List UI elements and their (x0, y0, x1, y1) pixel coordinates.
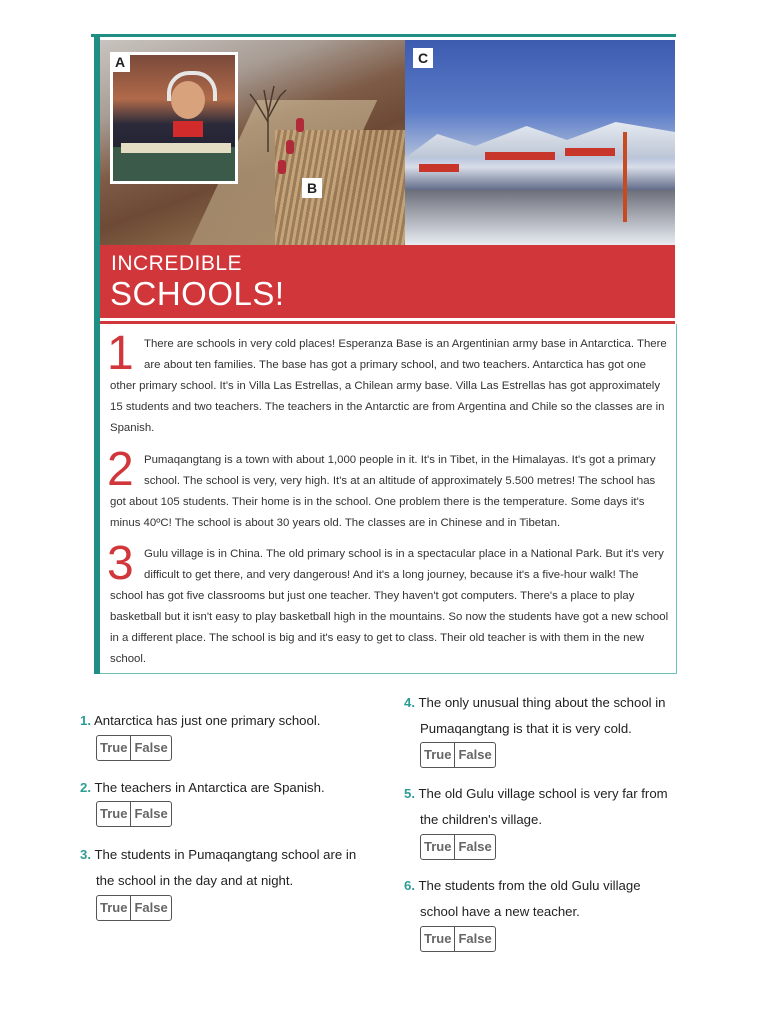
false-option[interactable]: False (458, 931, 492, 946)
question-number: 5. (404, 786, 415, 801)
section-text: Pumaqangtang is a town with about 1,000 people in it. It's in Tibet, in the Himalayas. It's got a primary school. The school is very, very high. It's at an altitude of approximately 5.500 metres! The school has got about 105 students. Their home is in the school. One problem there is the temperature. Some days it's minus 40ºC! The school is about 30 years old. The classes are in Chinese and in Tibetan. (110, 454, 656, 529)
true-option[interactable]: True (421, 927, 455, 951)
photo-antarctic-base (405, 40, 675, 245)
section-number: 1 (107, 327, 134, 380)
question-1 (80, 708, 320, 734)
section-number: 3 (107, 537, 134, 590)
photo-label-b: B (302, 178, 322, 198)
question-text: Antarctica has just one primary school. (93, 713, 321, 728)
base-hut (485, 152, 555, 160)
base-hut (565, 148, 615, 156)
top-rule (91, 34, 676, 37)
question-3 (80, 842, 356, 868)
true-option[interactable]: True (97, 896, 131, 920)
title-line-2: SCHOOLS! (110, 275, 285, 312)
answer-toggle-6 (420, 926, 496, 952)
child-figure (286, 140, 294, 154)
child-figure (296, 118, 304, 132)
true-option[interactable]: True (97, 802, 131, 826)
false-option[interactable]: False (134, 900, 168, 915)
child-figure (278, 160, 286, 174)
false-option[interactable]: False (458, 747, 492, 762)
true-option[interactable]: True (421, 835, 455, 859)
question-number: 4. (404, 695, 415, 710)
section-number: 2 (107, 443, 134, 496)
false-option[interactable]: False (458, 839, 492, 854)
question-5-line-2: the children's village. (420, 812, 543, 827)
title-banner (100, 245, 675, 318)
red-scarf (173, 121, 203, 137)
photo-label-a: A (110, 52, 130, 72)
false-option[interactable]: False (134, 806, 168, 821)
base-hut (419, 164, 459, 172)
question-number: 1. (80, 713, 91, 728)
paper (121, 143, 231, 153)
true-option[interactable]: True (97, 736, 131, 760)
radio-mast (623, 132, 627, 222)
question-4 (404, 690, 666, 716)
question-number: 6. (404, 878, 415, 893)
question-text: The teachers in Antarctica are Spanish. (94, 780, 325, 795)
photo-label-c: C (413, 48, 433, 68)
photo-mountain-path (100, 40, 405, 245)
question-number: 2. (80, 780, 91, 795)
question-5 (404, 781, 668, 807)
false-option[interactable]: False (134, 740, 168, 755)
answer-toggle-3 (96, 895, 172, 921)
question-6-line-2: school have a new teacher. (420, 904, 580, 919)
question-3-line-2: the school in the day and at night. (96, 873, 294, 888)
question-6 (404, 873, 641, 899)
photo-strip (100, 40, 675, 245)
question-text: The students from the old Gulu village (418, 878, 641, 893)
question-2 (80, 775, 325, 801)
title-line-1: INCREDIBLE (111, 252, 243, 275)
true-option[interactable]: True (421, 743, 455, 767)
answer-toggle-1 (96, 735, 172, 761)
section-text: Gulu village is in China. The old primary school is in a spectacular place in a National Park. But it's very difficult to get there, and very dangerous! And it's a long journey, because it's a five-hour walk! The school has got five classrooms but just one teacher. They haven't got computers. There's a place to play basketball but it isn't easy to play basketball high in the mountains. So now the students have got a new school in a different place. The school is big and it's easy to get to class. Their old teacher is with them in the new school. (110, 548, 669, 665)
headphones-icon (167, 71, 217, 101)
answer-toggle-4 (420, 742, 496, 768)
question-text: The old Gulu village school is very far from (418, 786, 668, 801)
snowy-ground (405, 190, 675, 245)
answer-toggle-2 (96, 801, 172, 827)
question-4-line-2: Pumaqangtang is that it is very cold. (420, 721, 632, 736)
answer-toggle-5 (420, 834, 496, 860)
dry-grass (275, 130, 405, 245)
question-text: The students in Pumaqangtang school are in (94, 847, 357, 862)
question-number: 3. (80, 847, 91, 862)
section-text: There are schools in very cold places! Esperanza Base is an Argentinian army base in Antarctica. There are about ten families. The base has got a primary school, and two teachers. Antarctica has got one other primary school. It's in Villa Las Estrellas, a Chilean army base. Villa Las Estrellas has got approximately 15 students and two teachers. The teachers in the Antarctic are from Argentina and Chile so the classes are in Spanish. (110, 338, 667, 434)
question-text: The only unusual thing about the school in (418, 695, 666, 710)
